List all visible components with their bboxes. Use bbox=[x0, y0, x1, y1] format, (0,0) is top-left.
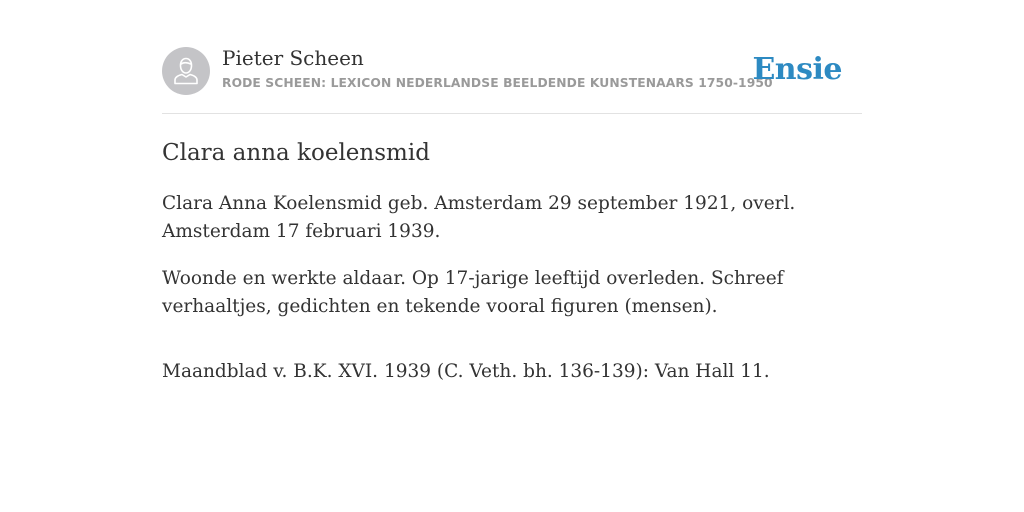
article-header bbox=[162, 0, 862, 114]
ensie-logo[interactable]: Ensie bbox=[752, 52, 842, 87]
user-placeholder-icon bbox=[172, 56, 200, 86]
article-card bbox=[162, 0, 862, 512]
paragraph-description: Woonde en werkte aldaar. Op 17-jarige leeftijd overleden. Schreef verhaaltjes, gedichten en tekende vooral figuren (mensen). bbox=[162, 268, 784, 317]
article-body bbox=[162, 190, 862, 405]
avatar[interactable] bbox=[162, 47, 210, 95]
source-lexicon-link[interactable]: RODE SCHEEN: LEXICON NEDERLANDSE BEELDENDE KUNSTENAARS 1750-1950 bbox=[222, 76, 773, 90]
paragraph-reference: Maandblad v. B.K. XVI. 1939 (C. Veth. bh. 136-139): Van Hall 11. bbox=[162, 361, 770, 382]
paragraph-biography: Clara Anna Koelensmid geb. Amsterdam 29 september 1921, overl. Amsterdam 17 februari 1939. bbox=[162, 193, 796, 242]
page-title: Clara anna koelensmid bbox=[162, 140, 430, 166]
author-name[interactable]: Pieter Scheen bbox=[222, 46, 364, 70]
